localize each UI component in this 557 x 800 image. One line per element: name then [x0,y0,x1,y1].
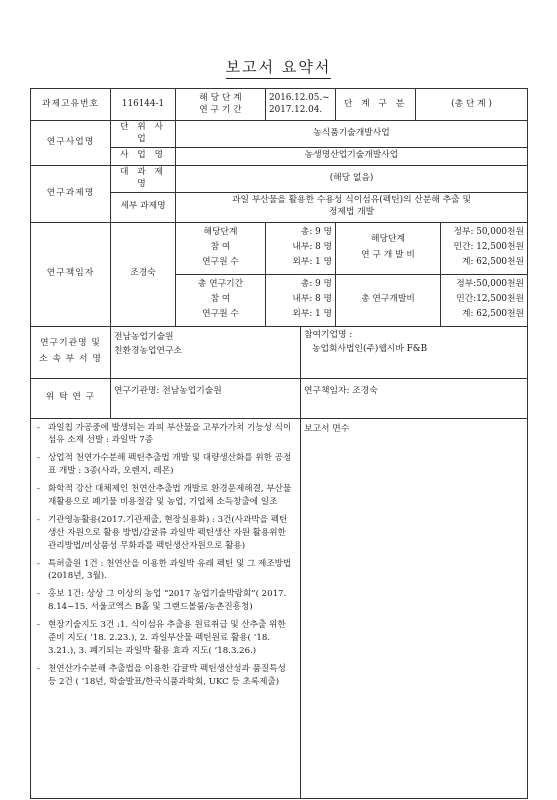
unit-business-value: 농식품기술개발사업 [176,121,528,148]
outcome-item: - 상업적 천연가수분해 펙틴추출법 개발 및 대량생산화를 위한 공정표 개발 : 3종(사과, 오렌지, 레몬) [34,452,295,478]
project-id-label: 과제고유번호 [31,89,111,121]
institution-row [31,326,528,378]
consignment-org: 연구기관명: 전남농업기술원 [111,378,301,418]
document-title: 보고서 요약서 [0,56,557,77]
business-name-value: 농생명산업기술개발사업 [176,147,528,165]
program-unit-row [31,121,528,148]
researcher-label: 연구책임자 [31,222,111,326]
unit-business-label: 단 위 사 업 [111,121,176,148]
stage-cost-label: 해당단계 연 구 개 발 비 [336,222,441,274]
period-label: 해 당 단 계 연 구 기 간 [176,89,266,121]
outcomes-list [34,420,297,689]
program-label: 연구사업명 [31,121,111,166]
project-name-label: 연구과제명 [31,165,111,222]
total-participants-label: 총 연구기간 참 여 연구원 수 [176,274,266,326]
outcomes-row [31,418,528,798]
period-value: 2016.12.05.~ 2017.12.04. [266,89,336,121]
report-pages-label: 보고서 면수 [304,423,350,434]
report-pages-cell [301,418,528,798]
stage-participant-counts: 총: 9 명 내부: 8 명 외부: 1 명 [266,222,336,274]
institution-value: 전남농업기술원 친환경농업연구소 [111,326,301,378]
stage-label: 단 계 구 분 [336,89,416,121]
stage-cost-values: 정부: 50,000천원 민간: 12,500천원 계: 62,500천원 [441,222,528,274]
sub-project-value: 과일 부산물을 활용한 수용성 식이섬유(펙틴)의 산분해 추출 및 정제법 개발 [176,192,528,222]
main-project-label: 대 과 제 명 [111,165,176,192]
main-project-value: (해당 없음) [176,165,528,192]
consignment-label: 위 탁 연 구 [31,378,111,418]
outcome-item: - 과일칩 가공중에 발생되는 과피 부산물을 고부가가치 기능성 식이섬유 소재 선발 : 과일박 7종 [34,422,295,448]
total-participant-counts: 총: 9 명 내부: 8 명 외부: 1 명 [266,274,336,326]
business-name-label: 사 업 명 [111,147,176,165]
project-id-value: 116144-1 [111,89,176,121]
stage-participants-label: 해당단계 참 여 연구원 수 [176,222,266,274]
outcome-item: - 홍보 1건: 상상 그 이상의 농업 “2017 농업기술박람회”( 2017. 8.14~15. 서울코엑스 B홀 및 그랜드볼룸/농촌진흥청) [34,588,295,614]
sub-project-label: 세부 과제명 [111,192,176,222]
outcome-item: - 천연산가수분해 추출법을 이용한 감귤박 펙틴생산성과 품질특성 등 2건 ( ’18년, 학술발표/한국식품과학회, UKC 등 초록제출) [34,663,295,689]
total-cost-values: 정부:50,000천원 민간:12,500천원 계: 62,500천원 [441,274,528,326]
total-cost-label: 총 연구개발비 [336,274,441,326]
researcher-name: 조경숙 [111,222,176,326]
stage-value: (총 단 계 ) [416,89,528,121]
outcome-item: - 현장기술지도 3건 :1. 식이섬유 추출용 원료취급 및 산추출 위한 준비 지도( ’18. 2.23.), 2. 과일부산물 펙틴원료 활용( ’18. 3.21.), 3. 폐기되는 과일박 활용 효과 지도( ’18.3.26.) [34,619,295,658]
summary-table [30,88,528,799]
main-project-row [31,165,528,192]
researcher-stage-row [31,222,528,274]
project-id-row [31,89,528,121]
consignment-manager: 연구책임자: 조경숙 [301,378,528,418]
consignment-row [31,378,528,418]
institution-label: 연구기관명 및 소 속 부 서 명 [31,326,111,378]
outcome-item: - 특허출원 1건 : 천연산을 이용한 과일박 유래 펙틴 및 그 제조방법(2018년, 3월). [34,558,295,584]
outcome-item: - 화학적 강산 대체제인 천연산추출법 개발로 환경문제해결, 부산물 재활용으로 폐기물 비용절감 및 농업, 기업체 소득창출에 일조 [34,483,295,509]
outcomes-cell [31,418,301,798]
partner-company: 참여기업명 : 농업회사법인(주)웹시바 F&B [301,326,528,378]
outcome-item: - 기관영농활용(2017.기관제출, 현장실용화) : 3건(사과박을 펙틴 생산 자원으로 활용 방법/감귤류 과일박 펙틴생산 자원 활용위한 관리방법/비상품성 무화과를 펙틴생산자원으로 활용) [34,514,295,553]
